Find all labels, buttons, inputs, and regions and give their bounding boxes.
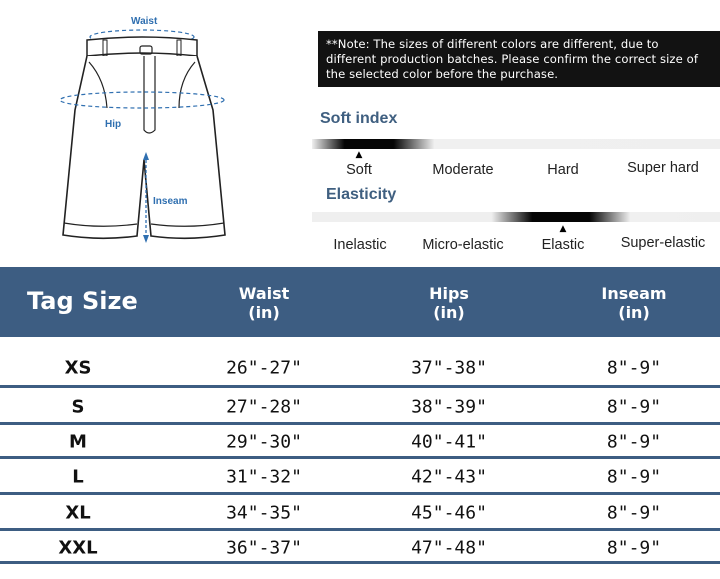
inseam-cell: 8"-9" — [606, 357, 662, 378]
size-cell: M — [69, 431, 87, 453]
tag-size-header: Tag Size — [27, 287, 138, 315]
hips-cell: 37"-38" — [411, 357, 487, 378]
size-cell: XL — [65, 502, 91, 524]
size-cell: XS — [64, 357, 92, 378]
table-row — [0, 534, 720, 564]
inseam-header-unit: (in) — [618, 303, 650, 322]
soft-index-marker-icon: ▲ — [355, 150, 363, 160]
soft-index-label: Soft — [346, 162, 372, 178]
waist-header-label: Waist — [238, 284, 290, 303]
elasticity-label: Micro-elastic — [422, 237, 504, 253]
elasticity-label: Elastic — [541, 237, 585, 253]
elasticity-marker-icon: ▲ — [559, 224, 567, 234]
waist-cell: 26"-27" — [226, 357, 302, 378]
soft-index-label: Moderate — [432, 162, 494, 178]
hips-cell: 40"-41" — [411, 431, 487, 453]
elasticity-title: Elasticity — [326, 186, 397, 203]
table-row — [0, 350, 720, 388]
inseam-cell: 8"-9" — [606, 396, 662, 417]
waist-label: Waist — [131, 16, 158, 27]
hips-cell: 42"-43" — [411, 466, 487, 488]
waist-cell: 29"-30" — [226, 431, 302, 453]
inseam-cell: 8"-9" — [606, 431, 662, 453]
inseam-column-header — [601, 284, 666, 322]
inseam-cell: 8"-9" — [606, 466, 662, 488]
soft-index-label: Hard — [547, 162, 579, 178]
hips-cell: 38"-39" — [411, 396, 487, 417]
size-cell: XXL — [58, 537, 98, 558]
table-row — [0, 462, 720, 495]
inseam-label: Inseam — [153, 196, 188, 207]
inseam-cell: 8"-9" — [606, 537, 662, 558]
elasticity-label: Super-elastic — [620, 235, 706, 251]
soft-index-label: Super hard — [627, 160, 699, 176]
table-row — [0, 391, 720, 425]
hips-header-unit: (in) — [433, 303, 465, 322]
hips-cell: 45"-46" — [411, 502, 487, 524]
waist-column-header — [239, 284, 290, 322]
inseam-header-label: Inseam — [601, 284, 667, 303]
hip-label: Hip — [105, 119, 122, 130]
waist-cell: 27"-28" — [226, 396, 302, 417]
shorts-outline-icon — [45, 10, 295, 260]
hips-cell: 47"-48" — [411, 537, 487, 558]
table-row — [0, 498, 720, 531]
soft-index-bar — [312, 139, 720, 149]
waist-cell: 34"-35" — [226, 502, 302, 524]
inseam-cell: 8"-9" — [606, 502, 662, 524]
waist-cell: 31"-32" — [226, 466, 302, 488]
sizing-note: **Note: The sizes of different colors are different, due to different production batches. Please confirm the correct size of the selected color before the purchase. — [318, 31, 720, 87]
hips-header-label: Hips — [429, 284, 469, 303]
elasticity-label: Inelastic — [333, 237, 387, 253]
waist-cell: 36"-37" — [226, 537, 302, 558]
hips-column-header — [429, 284, 469, 322]
size-cell: S — [71, 396, 85, 417]
soft-index-title: Soft index — [320, 110, 398, 127]
table-row — [0, 428, 720, 459]
shorts-measurement-diagram — [45, 10, 295, 260]
size-cell: L — [72, 466, 84, 488]
elasticity-bar — [312, 212, 720, 222]
waist-header-unit: (in) — [248, 303, 280, 322]
